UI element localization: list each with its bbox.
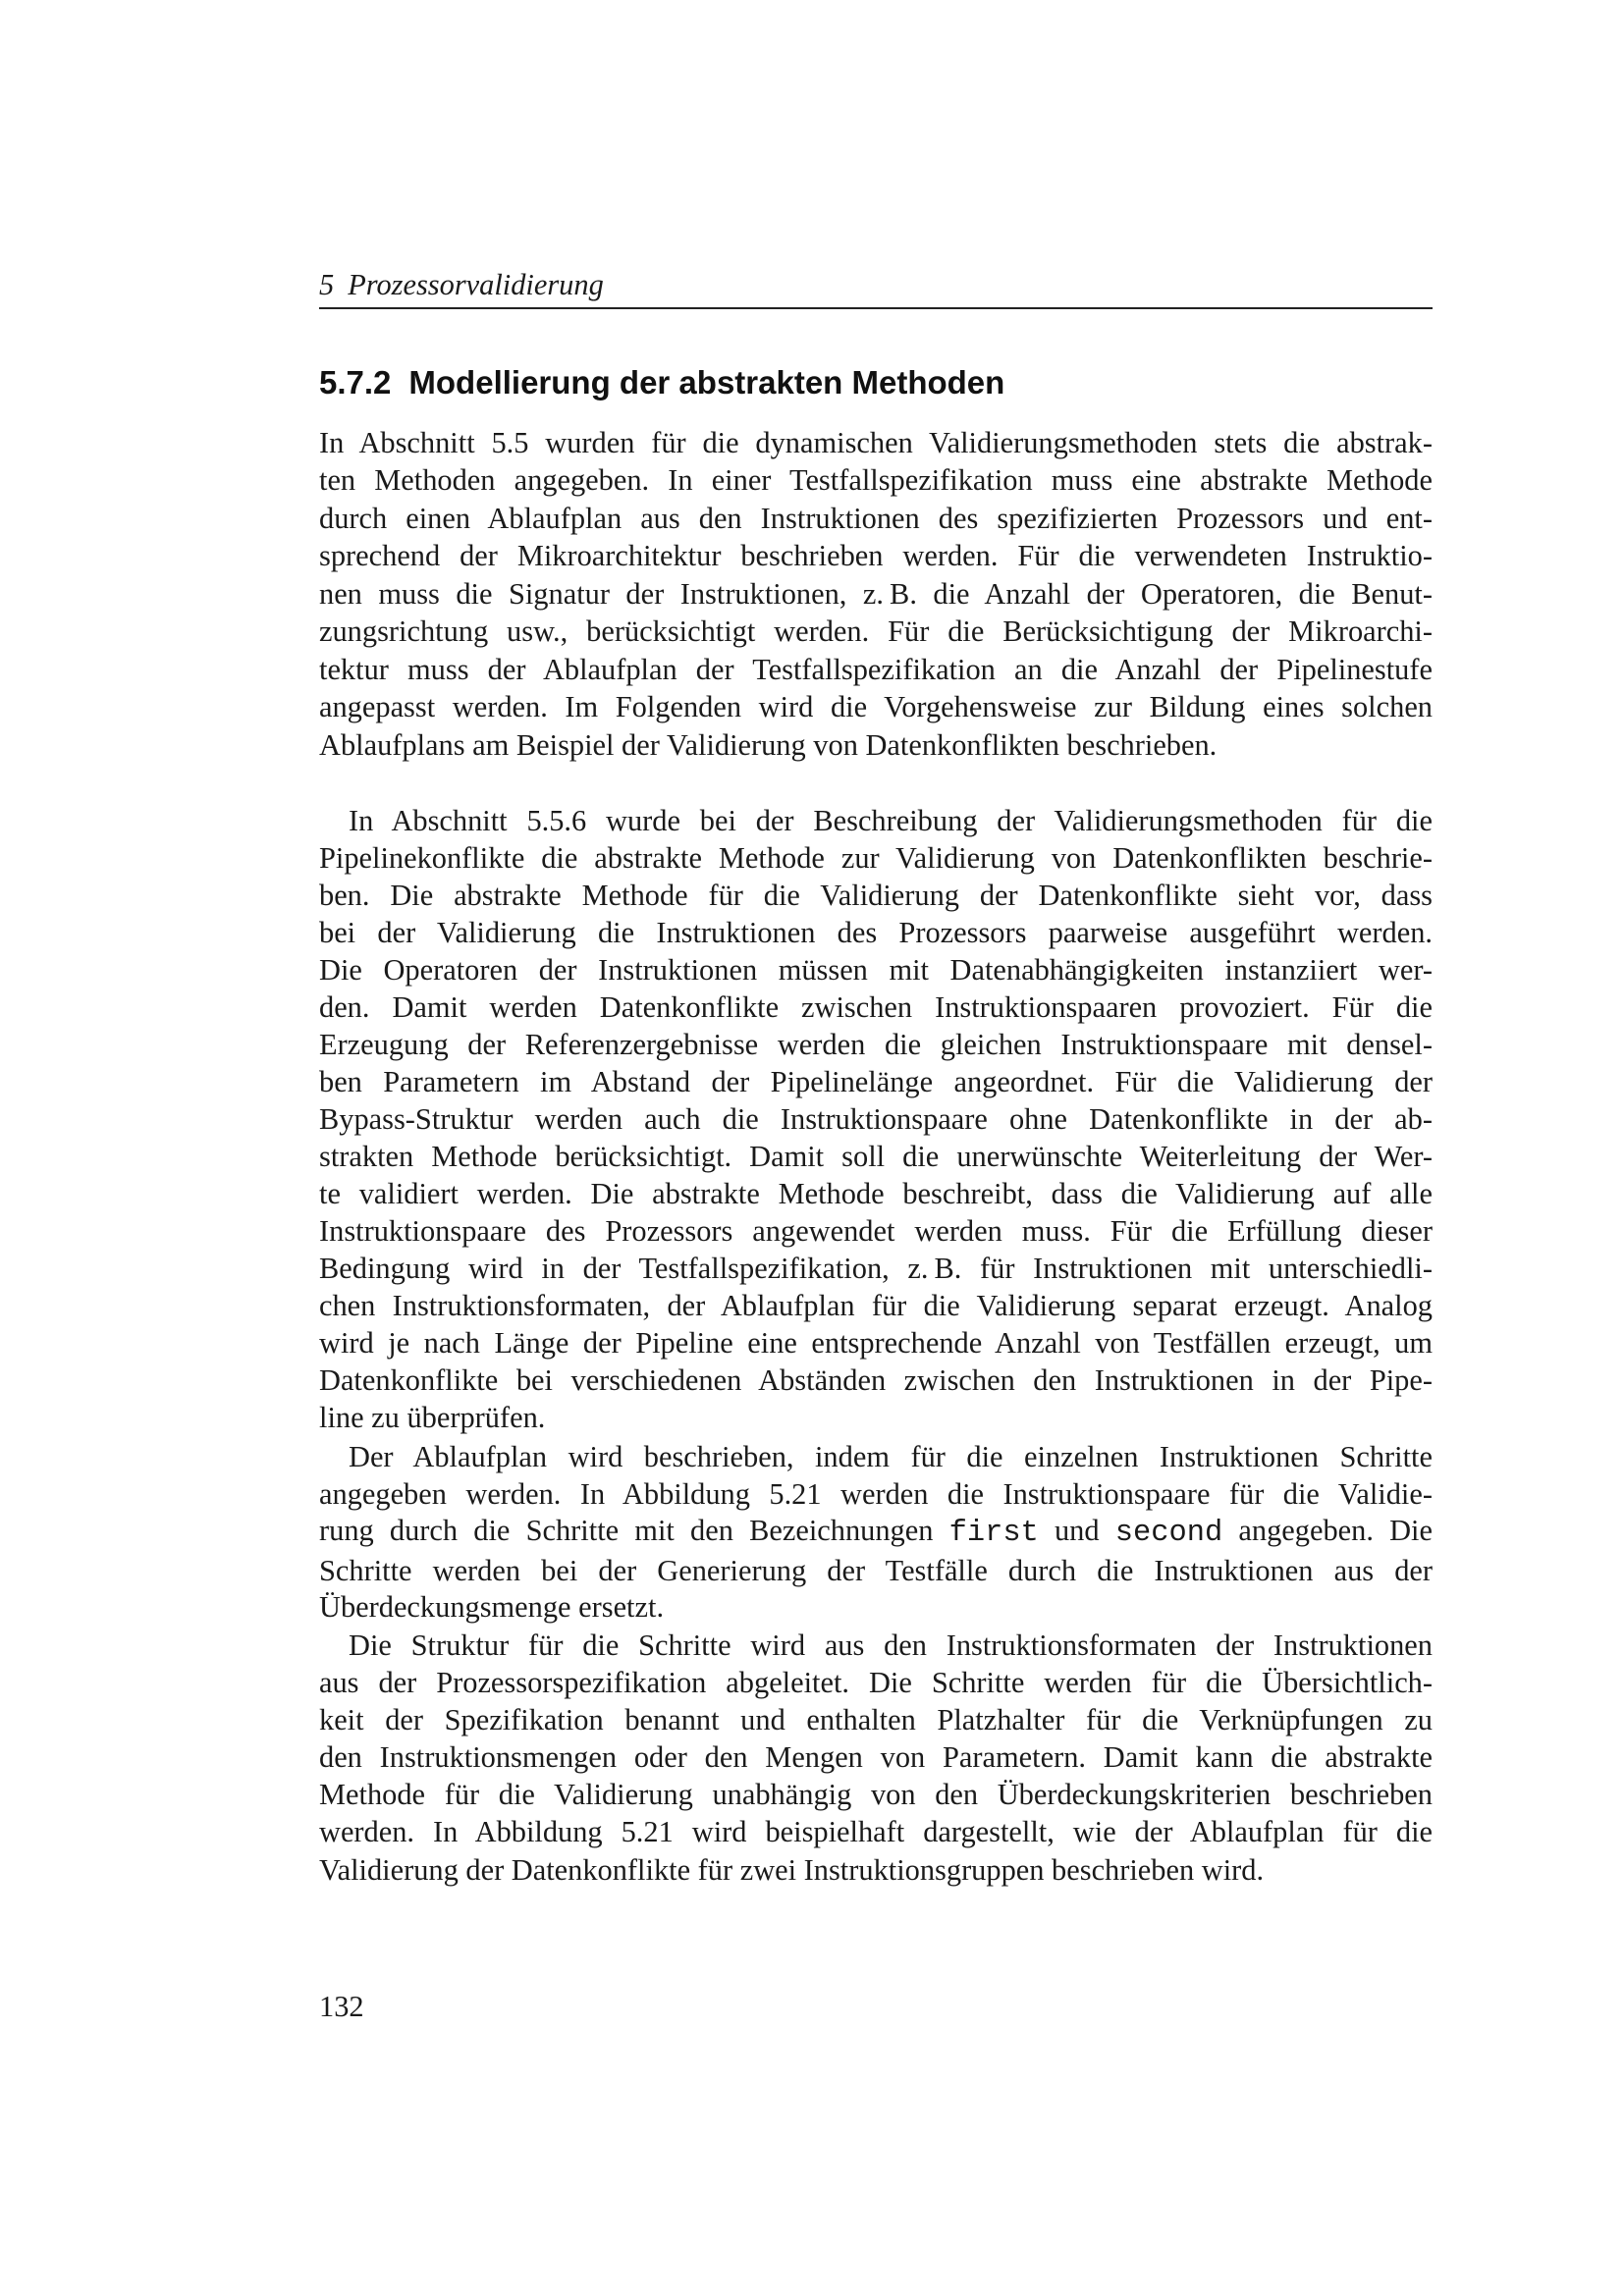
paragraph	[319, 803, 1433, 1436]
text-segment: durch einen Ablaufplan aus den Instruktionen des spezifizierten Prozessors und ent-	[319, 501, 1433, 535]
text-line	[319, 1101, 1433, 1139]
text-segment: Datenkonflikte bei verschiedenen Abständen zwischen den Instruktionen in der Pipe-	[319, 1362, 1433, 1397]
text-segment: Überdeckungsmenge ersetzt.	[319, 1590, 665, 1625]
text-line	[319, 952, 1433, 989]
text-segment: nen muss die Signatur der Instruktionen, z. B. die Anzahl der Operatoren, die Benut-	[319, 576, 1433, 611]
text-segment: werden. In Abbildung 5.21 wird beispielhaft dargestellt, wie der Ablaufplan für die	[319, 1815, 1433, 1849]
text-line	[319, 575, 1433, 613]
text-segment: angegeben werden. In Abbildung 5.21 werden die Instruktionspaare für die Validie-	[319, 1476, 1433, 1511]
text-segment: bei der Validierung die Instruktionen des Prozessors paarweise ausgeführt werden.	[319, 915, 1433, 949]
text-segment: Der Ablaufplan wird beschrieben, indem für die einzelnen Instruktionen Schritte	[349, 1440, 1433, 1473]
text-line	[319, 1776, 1433, 1813]
paragraph	[319, 1439, 1433, 1627]
running-head-chapter-number: 5	[319, 268, 335, 301]
text-segment: Die Struktur für die Schritte wird aus den Instruktionsformaten der Instruktionen	[349, 1629, 1433, 1662]
text-segment: keit der Spezifikation benannt und enthalten Platzhalter für die Verknüpfungen zu	[319, 1703, 1433, 1737]
inline-code: second	[1114, 1517, 1223, 1551]
text-line	[319, 1176, 1433, 1213]
text-segment: line zu überprüfen.	[319, 1400, 546, 1434]
text-line	[319, 1589, 1433, 1627]
text-line	[319, 537, 1433, 574]
text-line	[319, 1251, 1433, 1288]
text-segment: strakten Methode berücksichtigt. Damit soll die unerwünschte Weiterleitung der Wer-	[319, 1139, 1433, 1173]
text-line	[319, 989, 1433, 1027]
text-segment: angepasst werden. Im Folgenden wird die Vorgehensweise zur Bildung eines solchen	[319, 690, 1433, 724]
section-heading	[319, 363, 1004, 402]
text-line	[319, 1288, 1433, 1325]
text-segment: ben. Die abstrakte Methode für die Validierung der Datenkonflikte sieht vor, dass	[319, 878, 1433, 912]
text-segment: aus der Prozessorspezifikation abgeleitet. Die Schritte werden für die Übersichtlich-	[319, 1666, 1433, 1700]
text-line	[319, 1813, 1433, 1850]
text-line	[319, 878, 1433, 915]
paragraph	[319, 424, 1433, 764]
text-line	[319, 613, 1433, 650]
text-segment: Ablaufplans am Beispiel der Validierung von Datenkonflikten beschrieben.	[319, 727, 1218, 762]
text-segment: In Abschnitt 5.5 wurden für die dynamischen Validierungsmethoden stets die abstrak-	[319, 426, 1433, 459]
page-number: 132	[319, 1990, 364, 2023]
text-segment: Bedingung wird in der Testfallspezifikation, z. B. für Instruktionen mit unterschiedli-	[319, 1251, 1433, 1285]
text-segment: Pipelinekonflikte die abstrakte Methode zur Validierung von Datenkonflikten beschrie-	[319, 840, 1433, 875]
text-line	[319, 1139, 1433, 1176]
running-head	[319, 266, 604, 303]
text-line	[319, 1851, 1433, 1889]
text-line	[319, 424, 1433, 461]
text-line	[319, 1362, 1433, 1400]
text-segment: In Abschnitt 5.5.6 wurde bei der Beschreibung der Validierungsmethoden für die	[349, 804, 1433, 837]
text-line	[319, 1439, 1433, 1476]
text-line	[319, 726, 1433, 764]
text-line	[319, 1553, 1433, 1590]
text-segment: tektur muss der Ablaufplan der Testfallspezifikation an die Anzahl der Pipelinestufe	[319, 652, 1433, 686]
text-segment: den. Damit werden Datenkonflikte zwischen Instruktionspaaren provoziert. Für die	[319, 989, 1433, 1024]
text-line	[319, 688, 1433, 725]
text-segment: Validierung der Datenkonflikte für zwei Instruktionsgruppen beschrieben wird.	[319, 1852, 1265, 1887]
text-segment: ben Parametern im Abstand der Pipelinelänge angeordnet. Für die Validierung der	[319, 1064, 1433, 1098]
text-line	[319, 1064, 1433, 1101]
text-segment: Erzeugung der Referenzergebnisse werden die gleichen Instruktionspaare mit densel-	[319, 1027, 1433, 1061]
text-line	[319, 1325, 1433, 1362]
text-line	[319, 1400, 1433, 1437]
text-segment: und	[1038, 1514, 1115, 1548]
text-line	[319, 840, 1433, 878]
text-segment: Bypass-Struktur werden auch die Instruktionspaare ohne Datenkonflikte in der ab-	[319, 1101, 1433, 1136]
text-segment: ten Methoden angegeben. In einer Testfallspezifikation muss eine abstrakte Methode	[319, 463, 1433, 498]
text-segment: sprechend der Mikroarchitektur beschrieben werden. Für die verwendeten Instruktio-	[319, 539, 1433, 573]
text-line	[319, 803, 1433, 840]
text-segment: rung durch die Schritte mit den Bezeichnungen	[319, 1514, 949, 1548]
text-segment: Schritte werden bei der Generierung der Testfälle durch die Instruktionen aus der	[319, 1553, 1433, 1587]
text-line	[319, 1513, 1433, 1553]
text-line	[319, 1738, 1433, 1776]
section-title: Modellierung der abstrakten Methoden	[408, 364, 1005, 400]
text-line	[319, 915, 1433, 952]
text-line	[319, 461, 1433, 499]
text-line	[319, 1664, 1433, 1701]
running-head-chapter-title: Prozessorvalidierung	[348, 268, 604, 301]
text-segment: zungsrichtung usw., berücksichtigt werden. Für die Berücksichtigung der Mikroarchi-	[319, 614, 1433, 649]
inline-code: first	[948, 1517, 1039, 1551]
text-line	[319, 1701, 1433, 1738]
text-segment: Methode für die Validierung unabhängig von den Überdeckungskriterien beschrieben	[319, 1778, 1433, 1812]
text-segment: chen Instruktionsformaten, der Ablaufplan für die Validierung separat erzeugt. Analog	[319, 1288, 1433, 1322]
text-segment: wird je nach Länge der Pipeline eine entsprechende Anzahl von Testfällen erzeugt, um	[319, 1325, 1433, 1360]
header-rule	[319, 307, 1433, 309]
text-segment: Instruktionspaare des Prozessors angewendet werden muss. Für die Erfüllung dieser	[319, 1213, 1433, 1248]
text-line	[319, 1027, 1433, 1064]
text-segment: te validiert werden. Die abstrakte Methode beschreibt, dass die Validierung auf alle	[319, 1176, 1433, 1210]
section-number: 5.7.2	[319, 364, 392, 400]
text-line	[319, 1627, 1433, 1664]
text-segment: angegeben. Die	[1222, 1514, 1433, 1548]
paragraph	[319, 1627, 1433, 1889]
text-line	[319, 1213, 1433, 1251]
text-line	[319, 651, 1433, 688]
text-segment: den Instruktionsmengen oder den Mengen von Parametern. Damit kann die abstrakte	[319, 1740, 1433, 1775]
text-line	[319, 500, 1433, 537]
text-line	[319, 1476, 1433, 1514]
text-segment: Die Operatoren der Instruktionen müssen mit Datenabhängigkeiten instanziiert wer-	[319, 952, 1433, 987]
